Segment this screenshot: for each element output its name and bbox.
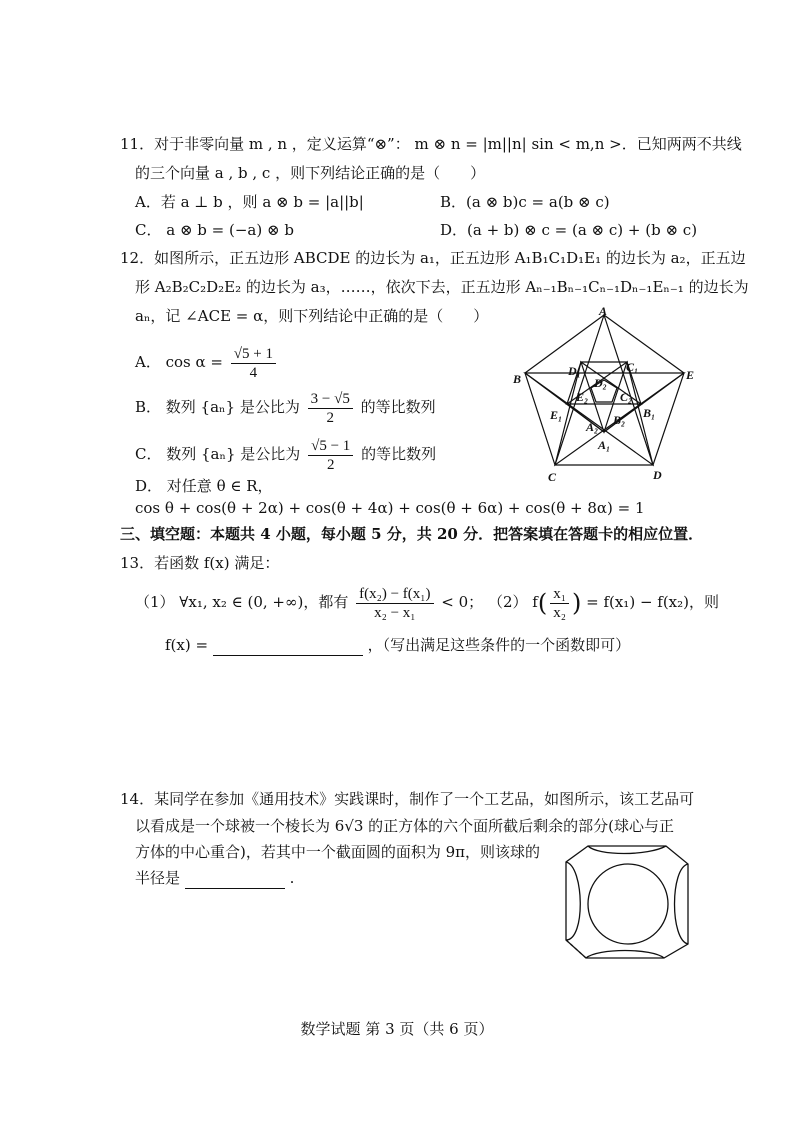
q13-cond1-prefix: （1） ∀x₁, x₂ ∈ (0, +∞)，都有: [135, 593, 349, 611]
q13-cond2-suffix: = f(x₁) − f(x₂)，则: [586, 593, 720, 611]
label-B1: B₁: [643, 406, 656, 420]
q12-option-d-line-2: cos θ + cos(θ + 2α) + cos(θ + 4α) + cos(θ + 6α) + cos(θ + 8α) = 1: [135, 499, 645, 517]
q11-stem-line-2: 的三个向量 a , b , c ，则下列结论正确的是（ ）: [135, 164, 486, 182]
q12-stem-line-3: aₙ，记 ∠ACE = α，则下列结论中正确的是（ ）: [135, 307, 489, 325]
label-C1: C₁: [626, 360, 639, 374]
cube-sphere-outline: [566, 846, 688, 958]
right-face-arc: [675, 864, 689, 944]
label-A: A: [599, 305, 608, 318]
q12-stem-line-2: 形 A₂B₂C₂D₂E₂ 的边长为 a₃，……，依次下去，正五边形 Aₙ₋₁Bₙ₋₁Cₙ₋₁Dₙ₋₁Eₙ₋₁ 的边长为: [135, 278, 749, 296]
label-E1: E₁: [550, 408, 563, 422]
front-face-circle: [588, 864, 668, 944]
q12-option-a-fraction: $\frac{√5 + 1}{4}$: [231, 345, 276, 382]
cube-sphere-figure: [558, 832, 698, 964]
q14-line-3: 方体的中心重合)，若其中一个截面圆的面积为 9π，则该球的: [135, 843, 541, 861]
q13-answer-line: [165, 634, 630, 656]
page-footer: 数学试题 第 3 页（共 6 页）: [300, 1020, 494, 1038]
q13-cond2-prefix: （2） f: [487, 593, 538, 611]
q12-option-d-line-1: D． 对任意 θ ∈ R，: [135, 477, 273, 495]
label-D1: D₁: [568, 364, 581, 378]
q12-stem-line-1: 12．如图所示，正五边形 ABCDE 的边长为 a₁，正五边形 A₁B₁C₁D₁E₁ 的边长为 a₂，正五边: [120, 249, 746, 267]
q12-option-b: B． 数列 {aₙ} 是公比为 $\frac{3 - √5}{2}$ 的等比数列: [135, 390, 436, 426]
q14-answer-blank[interactable]: [185, 870, 285, 889]
label-D: D: [653, 468, 662, 482]
q12-option-a: A． cos α = $\frac{√5 + 1}{4}$: [135, 340, 279, 384]
bottom-face-arc: [586, 951, 664, 959]
q14-line-4: [135, 867, 294, 889]
q11-option-a: A．若 a ⊥ b ，则 a ⊗ b = |a||b|: [135, 193, 364, 211]
q11-option-c: C． a ⊗ b = (−a) ⊗ b: [135, 221, 294, 239]
q13-conditions: （1） ∀x₁, x₂ ∈ (0, +∞)，都有 $\frac{\text{f(x₂) − f(x₁)}}{\text{x₂ − x₁}}$ < 0； （2） f( $\frac{\text{x₁}}{\text{x₂}}$ ) = f(x₁) − f(x₂)，则: [135, 585, 720, 621]
q12-option-b-fraction: $\frac{3 - √5}{2}$: [308, 390, 353, 427]
q14-answer-prefix: 半径是: [135, 869, 181, 887]
q11-stem-line-1: 11．对于非零向量 m , n ，定义运算“⊗”： m ⊗ n = |m||n| sin < m,n >．已知两两不共线: [120, 135, 742, 153]
label-D2: D₂: [594, 376, 607, 390]
label-A2: A₂: [586, 420, 599, 434]
q13-answer-suffix: ，（写出满足这些条件的一个函数即可）: [367, 636, 631, 654]
q11-option-b: B．(a ⊗ b)c = a(b ⊗ c): [440, 193, 610, 211]
q11-option-d: D．(a + b) ⊗ c = (a ⊗ c) + (b ⊗ c): [440, 221, 698, 239]
section-3-heading: 三、填空题：本题共 4 小题，每小题 5 分，共 20 分．把答案填在答题卡的相应位置．: [120, 525, 704, 543]
q13-cond1-fraction: $\frac{\text{f(x₂) − f(x₁)}}{\text{x₂ − x₁}}$: [356, 585, 433, 622]
q13-cond1-suffix: < 0；: [441, 593, 484, 611]
q12-option-c-fraction: $\frac{√5 - 1}{2}$: [308, 437, 353, 474]
label-B2: B₂: [613, 413, 626, 427]
q13-answer-prefix: f(x) =: [165, 636, 209, 654]
label-B: B: [513, 372, 522, 386]
q13-stem: 13．若函数 f(x) 满足：: [120, 554, 280, 572]
label-E2: E₂: [576, 390, 589, 404]
label-E: E: [686, 368, 695, 382]
q13-answer-blank[interactable]: [213, 637, 363, 656]
label-C2: C₂: [620, 390, 633, 404]
pentagon-figure: [500, 305, 700, 485]
q14-line-1: 14．某同学在参加《通用技术》实践课时，制作了一个工艺品，如图所示，该工艺品可: [120, 790, 695, 808]
label-A1: A₁: [598, 438, 611, 452]
q14-line-2: 以看成是一个球被一个棱长为 6√3 的正方体的六个面所截后剩余的部分(球心与正: [135, 817, 675, 835]
q14-answer-suffix: .: [289, 869, 295, 887]
q13-cond2-fraction: $\frac{\text{x₁}}{\text{x₂}}$: [550, 585, 569, 622]
left-face-arc: [566, 862, 580, 940]
q12-option-c: C． 数列 {aₙ} 是公比为 $\frac{√5 - 1}{2}$ 的等比数列: [135, 437, 437, 473]
label-C: C: [548, 470, 557, 484]
top-face-arc: [588, 846, 666, 854]
